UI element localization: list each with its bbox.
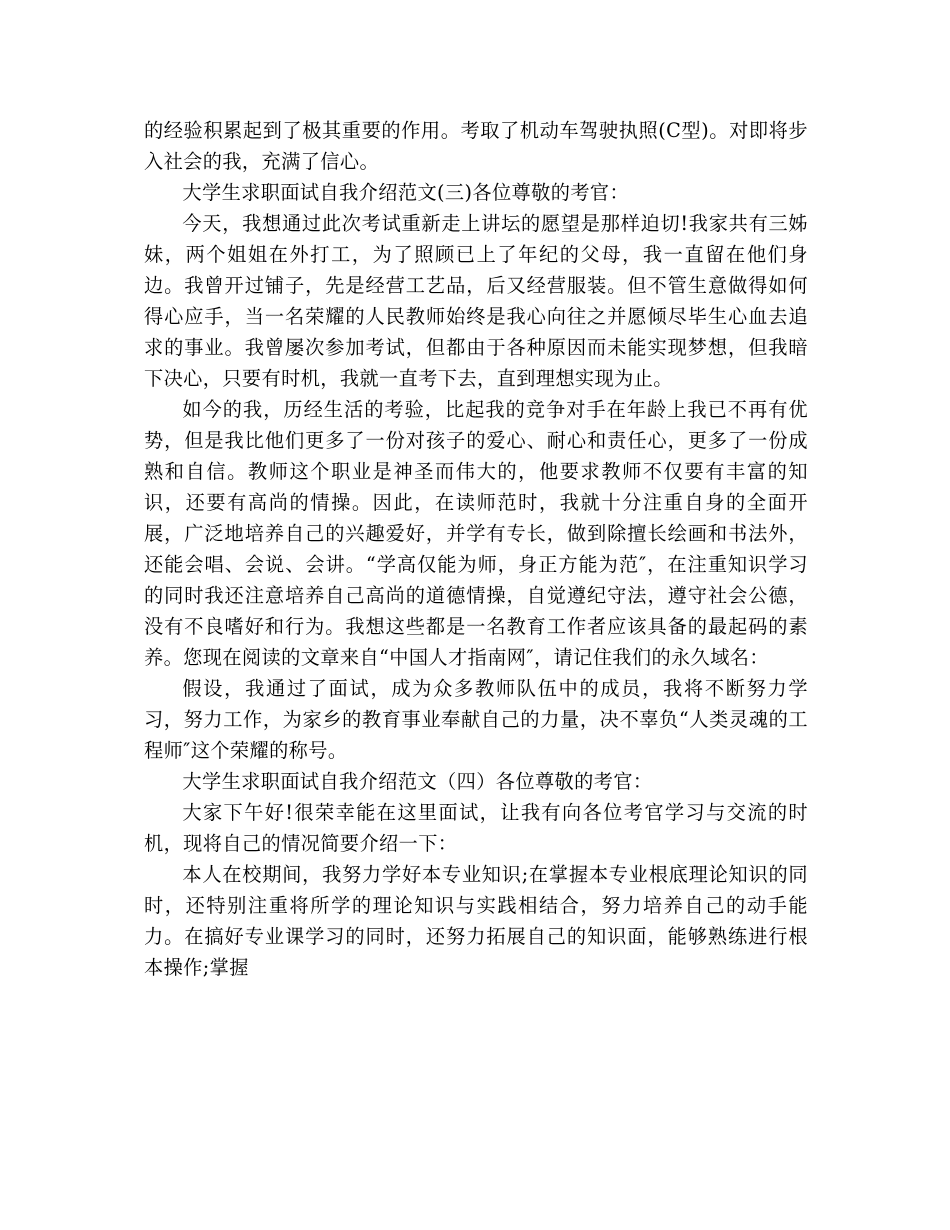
paragraph-body: 本人在校期间，我努力学好本专业知识;在掌握本专业根底理论知识的同时，还特别注重将所学的理论知识与实践相结合，努力培养自己的动手能力。在搞好专业课学习的同时，还努力拓展自己的知识面，能够熟练进行根本操作;掌握	[144, 863, 808, 979]
paragraph-body: 如今的我，历经生活的考验，比起我的竞争对手在年龄上我已不再有优势，但是我比他们更多了一份对孩子的爱心、耐心和责任心，更多了一份成熟和自信。教师这个职业是神圣而伟大的，他要求教师不仅要有丰富的知识，还要有高尚的情操。因此，在读师范时，我就十分注重自身的全面开展，广泛地培养自己的兴趣爱好，并学有专长，做到除擅长绘画和书法外，还能会唱、会说、会讲。“学高仅能为师，身正方能为范″，在注重知识学习的同时我还注意培养自己高尚的道德情操，自觉遵纪守法，遵守社会公德，没有不良嗜好和行为。我想这些都是一名教育工作者应该具备的最起码的素养。您现在阅读的文章来自“中国人才指南网″，请记住我们的永久域名：	[144, 398, 808, 669]
paragraph-continuation: 的经验积累起到了极其重要的作用。考取了机动车驾驶执照(C型)。对即将步入社会的我，充满了信心。	[144, 119, 808, 173]
paragraph-body: 大家下午好!很荣幸能在这里面试，让我有向各位考官学习与交流的时机，现将自己的情况简要介绍一下：	[144, 801, 808, 855]
document-page	[144, 115, 808, 983]
paragraph-body: 今天，我想通过此次考试重新走上讲坛的愿望是那样迫切!我家共有三姊妹，两个姐姐在外打工，为了照顾已上了年纪的父母，我一直留在他们身边。我曾开过铺子，先是经营工艺品，后又经营服装。但不管生意做得如何得心应手，当一名荣耀的人民教师始终是我心向往之并愿倾尽毕生心血去追求的事业。我曾屡次参加考试，但都由于各种原因而未能实现梦想，但我暗下决心，只要有时机，我就一直考下去，直到理想实现为止。	[144, 212, 808, 390]
paragraph-body: 假设，我通过了面试，成为众多教师队伍中的成员，我将不断努力学习，努力工作，为家乡的教育事业奉献自己的力量，决不辜负“人类灵魂的工程师″这个荣耀的称号。	[144, 677, 808, 762]
section-heading-4: 大学生求职面试自我介绍范文（四）各位尊敬的考官：	[182, 770, 653, 793]
section-heading-3: 大学生求职面试自我介绍范文(三)各位尊敬的考官：	[182, 181, 630, 204]
